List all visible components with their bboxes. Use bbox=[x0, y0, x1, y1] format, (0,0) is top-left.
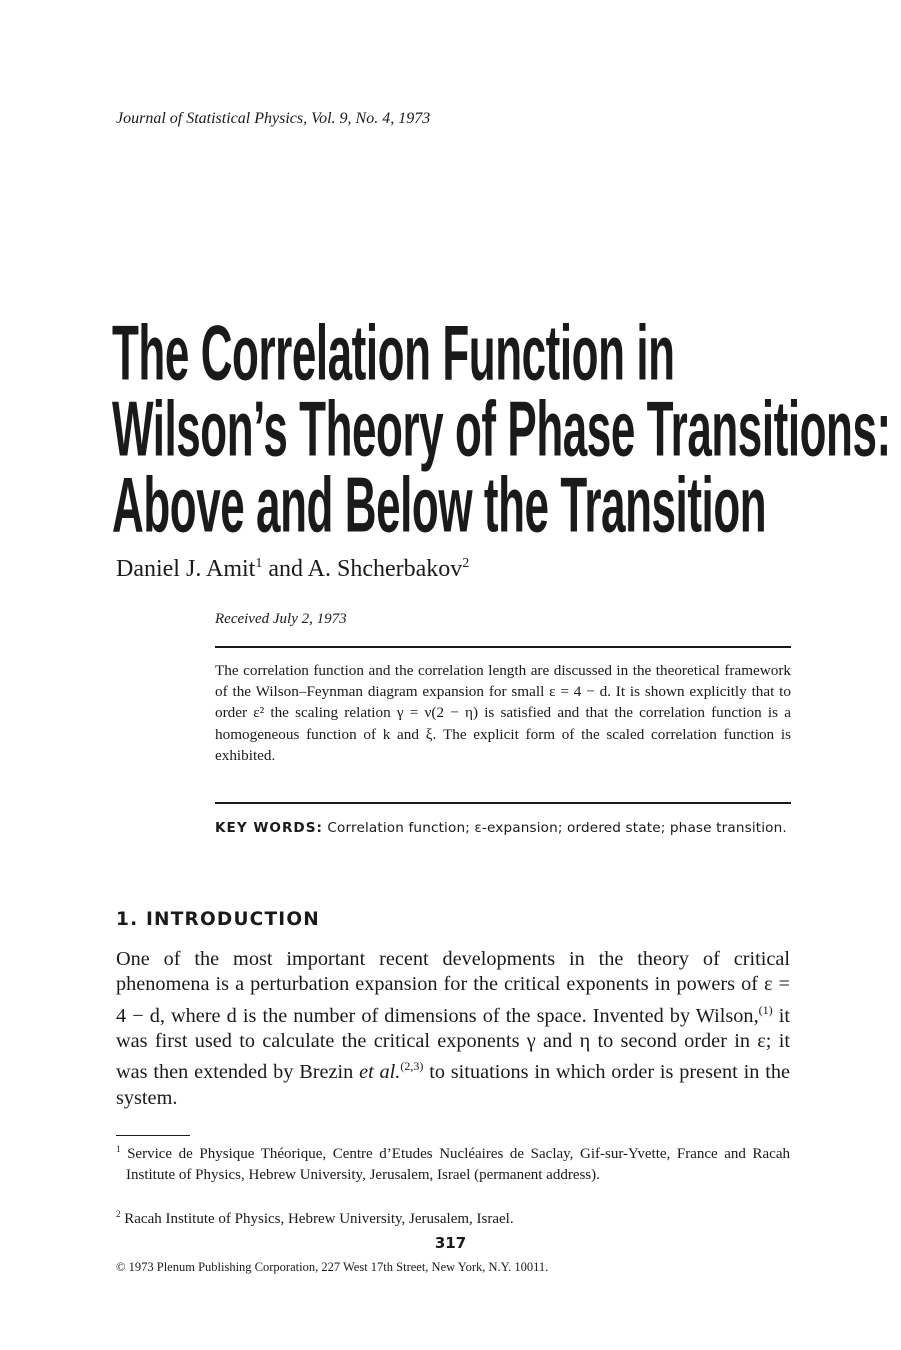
page-number: 317 bbox=[434, 1234, 467, 1252]
abstract-bottom-rule bbox=[215, 802, 791, 804]
footnote-1-text: Service de Physique Théorique, Centre d’Etudes Nucléaires de Saclay, Gif-sur-Yvette, France and Racah Institute of Physics, Hebrew University, Jerusalem, Israel (permanent address). bbox=[120, 1146, 790, 1183]
title-line-2: Wilson’s Theory of Phase Transitions: bbox=[112, 385, 891, 473]
footnote-1 bbox=[116, 1139, 790, 1185]
keywords-label: KEY WORDS: bbox=[215, 820, 323, 836]
title-line-3: Above and Below the Transition bbox=[112, 461, 767, 549]
citation-ref-2: (2,3) bbox=[400, 1059, 424, 1074]
footnote-2-mark: 2 bbox=[116, 1209, 121, 1219]
footnote-2-text: Racah Institute of Physics, Hebrew University, Jerusalem, Israel. bbox=[120, 1211, 514, 1227]
authors-joiner: and bbox=[262, 556, 308, 582]
author-1: Daniel J. Amit bbox=[116, 556, 256, 582]
abstract: The correlation function and the correlation length are discussed in the theoretical framework of the Wilson–Feynman diagram expansion for small ε = 4 − d. It is shown explicitly that to order ε² the scaling relation γ = ν(2 − η) is satisfied and that the correlation function is a homogeneous function of k and ξ. The explicit form of the scaled correlation function is exhibited. bbox=[215, 662, 791, 764]
intro-text-3: to situations in which order is present in the system. bbox=[116, 1061, 790, 1109]
citation-ref-1: (1) bbox=[758, 1002, 773, 1017]
intro-text-1: One of the most important recent developments in the theory of critical phenomena is a perturbation expansion for the critical exponents in powers of ε = 4 − d, where d is the number of dimensions of the space. Invented by Wilson, bbox=[116, 948, 790, 1027]
copyright: © 1973 Plenum Publishing Corporation, 227 West 17th Street, New York, N.Y. 10011. bbox=[116, 1260, 549, 1274]
section-heading: 1. INTRODUCTION bbox=[116, 909, 320, 930]
keywords bbox=[215, 818, 791, 839]
journal-citation: Journal of Statistical Physics, Vol. 9, No. 4, 1973 bbox=[116, 110, 431, 127]
author-2-footnote-mark: 2 bbox=[462, 556, 470, 571]
intro-text-2: it was first used to calculate the critical exponents γ and η to second order in ε; it was then extended by Brezin bbox=[116, 1004, 791, 1084]
footnote-1-mark: 1 bbox=[116, 1144, 121, 1154]
authors bbox=[116, 556, 469, 583]
footnote-rule bbox=[116, 1135, 190, 1136]
introduction-paragraph bbox=[116, 947, 790, 1111]
footnote-2 bbox=[116, 1204, 790, 1230]
title-line-1: The Correlation Function in bbox=[112, 309, 675, 397]
author-1-footnote-mark: 1 bbox=[255, 556, 263, 571]
abstract-top-rule bbox=[215, 646, 791, 648]
author-2: A. Shcherbakov bbox=[307, 556, 463, 582]
keywords-text: Correlation function; ε-expansion; ordered state; phase transition. bbox=[322, 820, 787, 836]
intro-etal: et al. bbox=[359, 1061, 401, 1084]
received-date: Received July 2, 1973 bbox=[215, 611, 347, 627]
